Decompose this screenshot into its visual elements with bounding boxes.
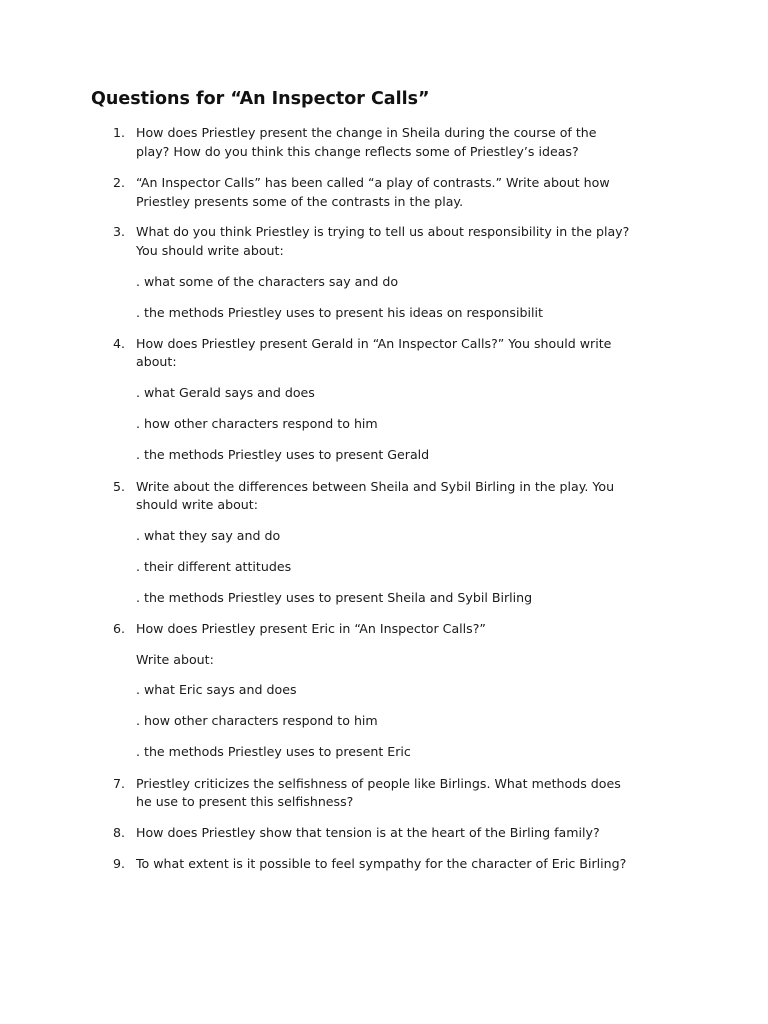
question-text: How does Priestley present Gerald in “An Inspector Calls?” You should write [136,336,612,351]
question-text: You should write about: [136,243,284,258]
question-number: 1. [113,125,126,140]
question-text: “An Inspector Calls” has been called “a play of contrasts.” Write about how [136,175,610,190]
question-number: 2. [113,175,126,190]
question-number: 5. [113,479,126,494]
question-text: should write about: [136,497,258,512]
question-text: Priestley criticizes the selfishness of people like Birlings. What methods does [136,776,621,791]
question-text: play? How do you think this change reflects some of Priestley’s ideas? [136,144,579,159]
question-text: How does Priestley present Eric in “An Inspector Calls?” [136,621,486,636]
question-text: To what extent is it possible to feel sympathy for the character of Eric Birling? [136,856,627,871]
sub-point: Write about: [136,652,214,667]
sub-point: . what they say and do [136,528,281,543]
sub-point: . how other characters respond to him [136,416,378,431]
sub-point: . what some of the characters say and do [136,274,399,289]
question-number: 3. [113,224,126,239]
sub-point: . the methods Priestley uses to present Eric [136,744,411,759]
sub-point: . their different attitudes [136,559,292,574]
sub-point: . the methods Priestley uses to present his ideas on responsibilit [136,305,543,320]
sub-point: . the methods Priestley uses to present Sheila and Sybil Birling [136,590,533,605]
question-text: he use to present this selfishness? [136,794,354,809]
question-text: What do you think Priestley is trying to tell us about responsibility in the play? [136,224,630,239]
question-text: Write about the differences between Sheila and Sybil Birling in the play. You [136,479,615,494]
question-text: How does Priestley present the change in Sheila during the course of the [136,125,597,140]
question-text: about: [136,354,177,369]
sub-point: . how other characters respond to him [136,713,378,728]
sub-point: . the methods Priestley uses to present Gerald [136,447,430,462]
document-title: Questions for “An Inspector Calls” [91,89,430,109]
question-number: 9. [113,856,126,871]
question-number: 6. [113,621,126,636]
sub-point: . what Gerald says and does [136,385,315,400]
question-number: 7. [113,776,126,791]
question-text: How does Priestley show that tension is at the heart of the Birling family? [136,825,600,840]
sub-point: . what Eric says and does [136,682,297,697]
question-number: 4. [113,336,126,351]
question-number: 8. [113,825,126,840]
question-text: Priestley presents some of the contrasts in the play. [136,194,464,209]
